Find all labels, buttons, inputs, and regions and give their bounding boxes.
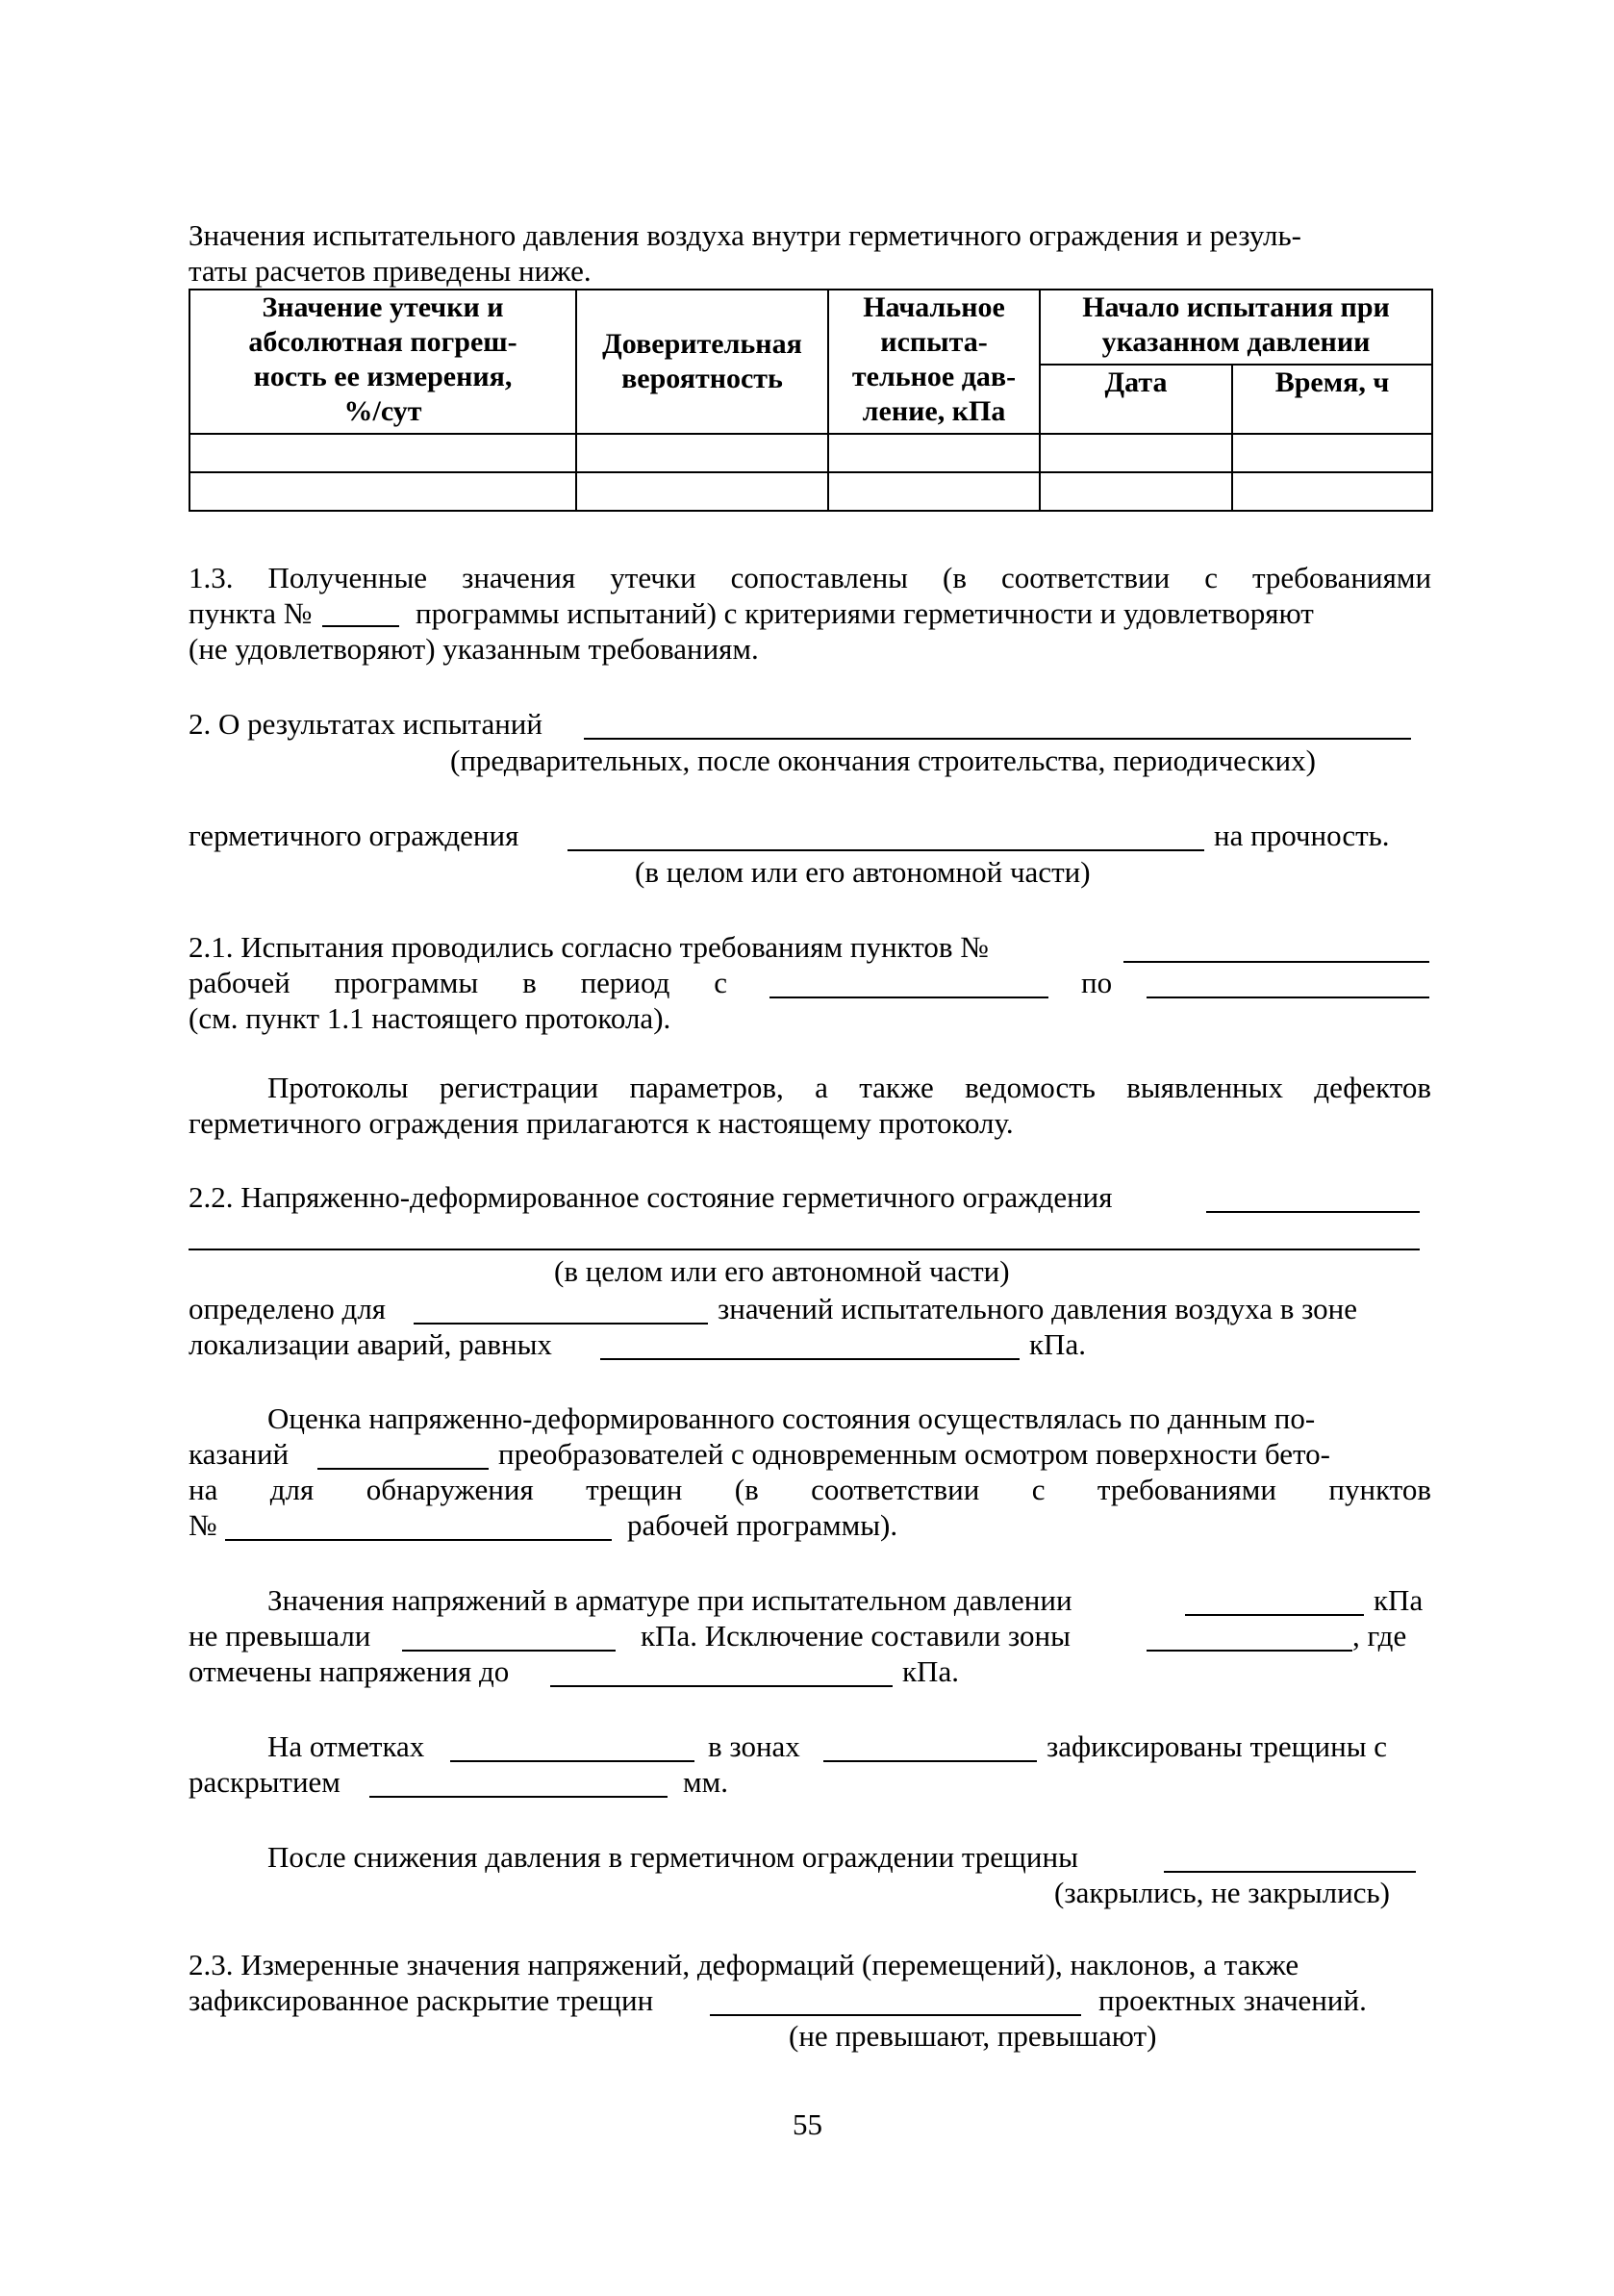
napr-line-2-c: , где [1352, 1619, 1407, 1653]
s2-3-line-2-a: зафиксированное раскрытие трещин [189, 1983, 654, 2017]
s2-1-line-1: 2.1. Испытания проводились согласно требованиям пунктов № [189, 930, 989, 964]
s2-1-po: по [1081, 966, 1113, 999]
s2-2-line-3-b: значений испытательного давления воздуха в зоне [718, 1292, 1358, 1325]
s2-caption-1: (предварительных, после окончания строительства, периодических) [450, 744, 1316, 777]
otm-line-1-b: в зонах [708, 1729, 800, 1763]
blank-stress-up-to [550, 1685, 893, 1687]
header-time: Время, ч [1232, 365, 1432, 434]
posle-line-1: После снижения давления в герметичном ограждении трещины [267, 1840, 1078, 1874]
posle-caption: (закрылись, не закрылись) [1054, 1876, 1390, 1909]
s2-1-line-2: рабочей программы в период с [189, 966, 728, 999]
blank-cracks-state [1164, 1871, 1416, 1873]
s2-line-2-b: на прочность. [1214, 819, 1390, 852]
otm-line-2-a: раскрытием [189, 1765, 340, 1799]
napr-line-2-b: кПа. Исключение составили зоны [641, 1619, 1071, 1653]
s2-3-line-2-b: проектных значений. [1098, 1983, 1367, 2017]
blank-test-pressure [1185, 1614, 1364, 1616]
header-leak-value: Значение утечки и абсолютная погреш- ность ее измерения, %/сут [189, 290, 576, 434]
ocenka-line-4-a: № [189, 1508, 217, 1542]
protocols-line-2: герметичного ограждения прилагаются к настоящему протоколу. [189, 1106, 1014, 1140]
header-test-start: Начало испытания при указанном давлении [1040, 290, 1432, 365]
s2-line-2-a: герметичного ограждения [189, 819, 519, 852]
s2-1-line-3: (см. пункт 1.1 настоящего протокола). [189, 1001, 671, 1035]
otm-line-2-b: мм. [683, 1765, 728, 1799]
blank-crack-width [369, 1796, 668, 1798]
ocenka-line-1: Оценка напряженно-деформированного состояния осуществлялась по данным по- [267, 1401, 1316, 1435]
napr-line-3-a: отмечены напряжения до [189, 1654, 510, 1688]
napr-line-3-b: кПа. [902, 1654, 959, 1688]
otm-line-1-c: зафиксированы трещины с [1047, 1729, 1388, 1763]
s2-2-caption: (в целом или его автономной части) [554, 1254, 1010, 1288]
ocenka-line-2-b: преобразователей с одновременным осмотром поверхности бето- [498, 1437, 1330, 1471]
blank-date-to [1147, 997, 1429, 998]
s2-2-line-1: 2.2. Напряженно-деформированное состояние герметичного ограждения [189, 1180, 1113, 1214]
s2-2-line-4-a: локализации аварий, равных [189, 1327, 552, 1361]
ocenka-line-4-b: рабочей программы). [627, 1508, 898, 1542]
intro-line-2: таты расчетов приведены ниже. [189, 254, 592, 288]
p1-3-line-2-b: программы испытаний) с критериями герметичности и удовлетворяют [416, 596, 1314, 630]
table-row [189, 472, 1432, 511]
blank-crack-zones [823, 1760, 1037, 1762]
page-number: 55 [793, 2107, 822, 2141]
blank-test-type [584, 738, 1411, 740]
blank-sds-line-2 [189, 1249, 1420, 1250]
p1-3-line-2-a: пункта № [189, 596, 313, 630]
napr-line-1-b: кПа [1374, 1583, 1424, 1617]
blank-elevations [450, 1760, 694, 1762]
intro-line-1: Значения испытательного давления воздуха внутри герметичного ограждения и резуль- [189, 218, 1301, 252]
s2-caption-2: (в целом или его автономной части) [635, 855, 1091, 889]
s2-2-line-3-a: определено для [189, 1292, 387, 1325]
leak-test-table [189, 289, 1433, 512]
header-date: Дата [1040, 365, 1232, 434]
blank-max-stress [402, 1650, 616, 1652]
header-initial-pressure: Начальное испыта- тельное дав- ление, кПа [828, 290, 1040, 434]
otm-line-1-a: На отметках [267, 1729, 425, 1763]
table-row [189, 434, 1432, 472]
header-confidence: Доверительная вероятность [576, 290, 828, 434]
p1-3-line-1: 1.3. Полученные значения утечки сопоставлены (в соответствии с требованиями [189, 561, 1432, 594]
ocenka-line-3: на для обнаружения трещин (в соответствии с требованиями пунктов [189, 1473, 1431, 1506]
blank-program-items [225, 1539, 612, 1541]
blank-zones [1147, 1650, 1352, 1652]
blank-pressure-values [600, 1358, 1020, 1360]
s2-line-1: 2. О результатах испытаний [189, 707, 542, 741]
s2-3-caption: (не превышают, превышают) [789, 2019, 1157, 2053]
blank-enclosure-part [567, 849, 1204, 851]
napr-line-1-a: Значения напряжений в арматуре при испытательном давлении [267, 1583, 1072, 1617]
blank-sds [1206, 1211, 1420, 1213]
protocols-line-1: Протоколы регистрации параметров, а также ведомость выявленных дефектов [267, 1071, 1431, 1104]
ocenka-line-2-a: казаний [189, 1437, 290, 1471]
blank-exceed [710, 2014, 1081, 2016]
blank-sensors [317, 1468, 489, 1470]
blank-items [1123, 961, 1429, 963]
blank-item-number [322, 625, 399, 627]
s2-2-line-4-b: кПа. [1029, 1327, 1086, 1361]
napr-line-2-a: не превышали [189, 1619, 371, 1653]
s2-3-line-1: 2.3. Измеренные значения напряжений, деформаций (перемещений), наклонов, а также [189, 1948, 1299, 1981]
blank-date-from [769, 997, 1048, 998]
blank-values-count [414, 1323, 708, 1325]
p1-3-line-3: (не удовлетворяют) указанным требованиям. [189, 632, 759, 666]
